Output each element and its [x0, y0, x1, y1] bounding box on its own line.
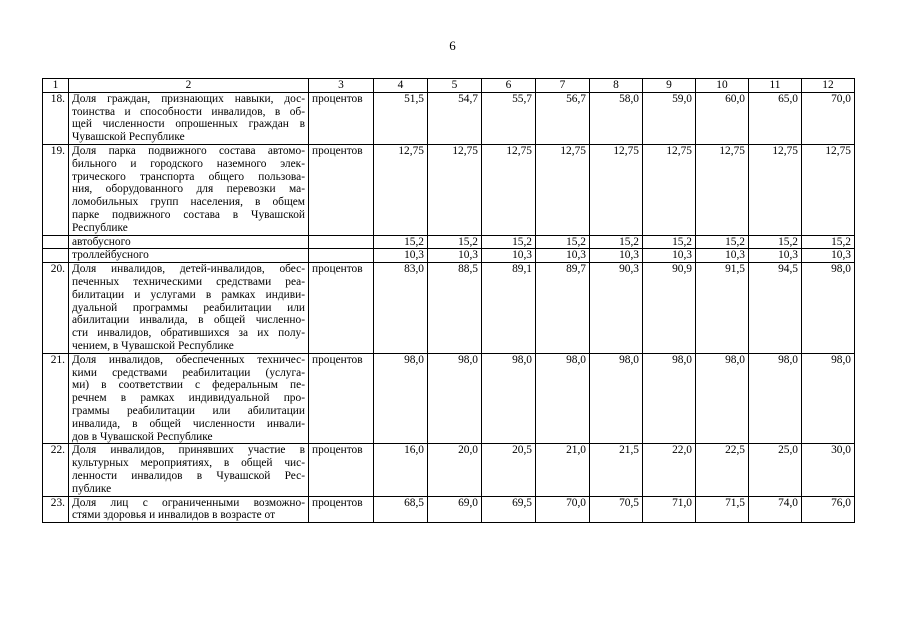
value-cell: 94,5: [749, 263, 802, 354]
value-cell: 12,75: [696, 144, 749, 235]
indicator-name-line: стями здоровья и инвалидов в возрасте от: [72, 509, 276, 522]
value-cell: 20,5: [482, 444, 536, 496]
value-cell: 98,0: [590, 353, 643, 444]
indicator-name-line: Доля лиц с ограниченными возможно-: [72, 496, 305, 509]
value-cell: 12,75: [802, 144, 855, 235]
indicator-name-line: граммы реабилитации или абилитации: [72, 404, 305, 417]
indicator-name-line: кими средствами реабилитации (услуга-: [72, 366, 305, 379]
value-cell: 16,0: [374, 444, 428, 496]
indicator-name-line: троллейбусного: [72, 249, 149, 262]
indicator-name: [69, 249, 309, 263]
value-cell: 83,0: [374, 263, 428, 354]
indicator-name-line: чением, в Чувашской Республике: [72, 339, 234, 352]
indicator-name: [69, 235, 309, 249]
indicator-name-line: Доля граждан, признающих навыки, дос-: [72, 92, 305, 105]
value-cell: 12,75: [536, 144, 590, 235]
value-cell: 98,0: [536, 353, 590, 444]
value-cell: 54,7: [428, 92, 482, 144]
value-cell: 21,0: [536, 444, 590, 496]
value-cell: 12,75: [749, 144, 802, 235]
value-cell: 51,5: [374, 92, 428, 144]
value-cell: 69,0: [428, 496, 482, 523]
table-row: [43, 235, 855, 249]
value-cell: 98,0: [749, 353, 802, 444]
value-cell: 88,5: [428, 263, 482, 354]
indicator-name-line: Доля инвалидов, детей-инвалидов, обес-: [72, 263, 305, 276]
value-cell: 65,0: [749, 92, 802, 144]
value-cell: 21,5: [590, 444, 643, 496]
table-row: [43, 249, 855, 263]
unit-cell: процентов: [309, 144, 374, 235]
header-cell: 8: [590, 79, 643, 93]
unit-cell: процентов: [309, 353, 374, 444]
value-cell: 10,3: [590, 249, 643, 263]
value-cell: 22,0: [643, 444, 696, 496]
value-cell: 70,5: [590, 496, 643, 523]
indicator-name-line: печенных техническими средствами реа-: [72, 275, 305, 288]
table-body: [43, 79, 855, 523]
indicator-name-line: ленности инвалидов в Чувашской Рес-: [72, 469, 305, 482]
value-cell: 70,0: [536, 496, 590, 523]
indicator-name-line: инвалида, в общей численности инвали-: [72, 417, 305, 430]
indicator-name-line: ми) в соответствии с федеральным пе-: [72, 379, 305, 392]
header-cell: 9: [643, 79, 696, 93]
value-cell: 98,0: [482, 353, 536, 444]
value-cell: 56,7: [536, 92, 590, 144]
value-cell: 98,0: [374, 353, 428, 444]
table-row: [43, 92, 855, 144]
indicator-name-line: щей численности опрошенных граждан в: [72, 118, 305, 131]
header-cell: 5: [428, 79, 482, 93]
unit-cell: процентов: [309, 496, 374, 523]
indicator-name-line: сти инвалидов, обратившихся за их полу-: [72, 327, 305, 340]
value-cell: 25,0: [749, 444, 802, 496]
indicator-name-line: трического транспорта общего пользова-: [72, 170, 305, 183]
value-cell: 71,0: [643, 496, 696, 523]
indicator-name-line: дов в Чувашской Республике: [72, 430, 213, 443]
value-cell: 15,2: [643, 235, 696, 249]
value-cell: 98,0: [428, 353, 482, 444]
indicator-name: [69, 496, 309, 523]
row-number: 20.: [43, 263, 69, 354]
header-cell: 6: [482, 79, 536, 93]
unit-cell: процентов: [309, 263, 374, 354]
value-cell: 20,0: [428, 444, 482, 496]
value-cell: 59,0: [643, 92, 696, 144]
indicator-name-line: Чувашской Республике: [72, 131, 185, 144]
table-row: [43, 496, 855, 523]
header-cell: 3: [309, 79, 374, 93]
value-cell: 15,2: [749, 235, 802, 249]
value-cell: 10,3: [374, 249, 428, 263]
value-cell: 89,1: [482, 263, 536, 354]
indicator-name-line: автобусного: [72, 235, 131, 248]
value-cell: 10,3: [802, 249, 855, 263]
indicator-name: [69, 353, 309, 444]
value-cell: 10,3: [428, 249, 482, 263]
value-cell: 12,75: [590, 144, 643, 235]
indicator-name-line: ломобильных групп населения, в общем: [72, 196, 305, 209]
value-cell: 15,2: [482, 235, 536, 249]
table-row: [43, 444, 855, 496]
indicators-table: [42, 78, 855, 523]
unit-cell: процентов: [309, 92, 374, 144]
value-cell: 15,2: [428, 235, 482, 249]
row-number: 19.: [43, 144, 69, 235]
header-cell: 2: [69, 79, 309, 93]
value-cell: 91,5: [696, 263, 749, 354]
value-cell: 15,2: [590, 235, 643, 249]
value-cell: 70,0: [802, 92, 855, 144]
header-row: [43, 79, 855, 93]
value-cell: 98,0: [802, 353, 855, 444]
value-cell: 10,3: [749, 249, 802, 263]
value-cell: 68,5: [374, 496, 428, 523]
header-cell: 11: [749, 79, 802, 93]
indicator-name-line: дуальной программы реабилитации или: [72, 301, 305, 314]
value-cell: 74,0: [749, 496, 802, 523]
value-cell: 12,75: [482, 144, 536, 235]
unit-cell: процентов: [309, 444, 374, 496]
row-number: 21.: [43, 353, 69, 444]
value-cell: 10,3: [482, 249, 536, 263]
value-cell: 69,5: [482, 496, 536, 523]
value-cell: 10,3: [643, 249, 696, 263]
header-cell: 1: [43, 79, 69, 93]
header-cell: 10: [696, 79, 749, 93]
value-cell: 98,0: [643, 353, 696, 444]
indicator-name-line: парке подвижного состава в Чувашской: [72, 208, 305, 221]
indicator-name: [69, 263, 309, 354]
indicator-name: [69, 444, 309, 496]
row-number: [43, 235, 69, 249]
unit-cell: [309, 235, 374, 249]
indicator-name-line: бильного и городского наземного элек-: [72, 157, 305, 170]
table-row: [43, 144, 855, 235]
row-number: 23.: [43, 496, 69, 523]
indicator-name-line: речнем в рамках индивидуальной про-: [72, 392, 305, 405]
indicator-name-line: Доля инвалидов, принявших участие в: [72, 444, 305, 457]
value-cell: 98,0: [802, 263, 855, 354]
row-number: [43, 249, 69, 263]
indicator-name-line: культурных мероприятиях, в общей чис-: [72, 457, 305, 470]
row-number: 18.: [43, 92, 69, 144]
page-number: 6: [449, 38, 456, 53]
value-cell: 12,75: [374, 144, 428, 235]
indicator-name: [69, 92, 309, 144]
value-cell: 15,2: [536, 235, 590, 249]
indicator-name-line: публике: [72, 482, 112, 495]
indicator-name-line: Доля парка подвижного состава автомо-: [72, 144, 305, 157]
value-cell: 10,3: [536, 249, 590, 263]
indicator-name-line: билитации и услугами в рамках индиви-: [72, 288, 305, 301]
value-cell: 12,75: [643, 144, 696, 235]
value-cell: 15,2: [374, 235, 428, 249]
indicator-name: [69, 144, 309, 235]
unit-cell: [309, 249, 374, 263]
indicator-name-line: Доля инвалидов, обеспеченных техничес-: [72, 353, 305, 366]
value-cell: 76,0: [802, 496, 855, 523]
value-cell: 90,9: [643, 263, 696, 354]
value-cell: 10,3: [696, 249, 749, 263]
header-cell: 4: [374, 79, 428, 93]
indicator-name-line: ния, оборудованного для перевозки ма-: [72, 183, 305, 196]
header-cell: 12: [802, 79, 855, 93]
value-cell: 15,2: [802, 235, 855, 249]
value-cell: 71,5: [696, 496, 749, 523]
value-cell: 58,0: [590, 92, 643, 144]
table-row: [43, 353, 855, 444]
value-cell: 55,7: [482, 92, 536, 144]
value-cell: 98,0: [696, 353, 749, 444]
value-cell: 15,2: [696, 235, 749, 249]
value-cell: 22,5: [696, 444, 749, 496]
value-cell: 12,75: [428, 144, 482, 235]
value-cell: 60,0: [696, 92, 749, 144]
value-cell: 30,0: [802, 444, 855, 496]
value-cell: 90,3: [590, 263, 643, 354]
value-cell: 89,7: [536, 263, 590, 354]
indicator-name-line: Республике: [72, 221, 128, 234]
table-row: [43, 263, 855, 354]
indicator-name-line: абилитации инвалида, в общей численно-: [72, 314, 305, 327]
row-number: 22.: [43, 444, 69, 496]
indicator-name-line: тоинства и способности инвалидов, в об-: [72, 105, 305, 118]
header-cell: 7: [536, 79, 590, 93]
